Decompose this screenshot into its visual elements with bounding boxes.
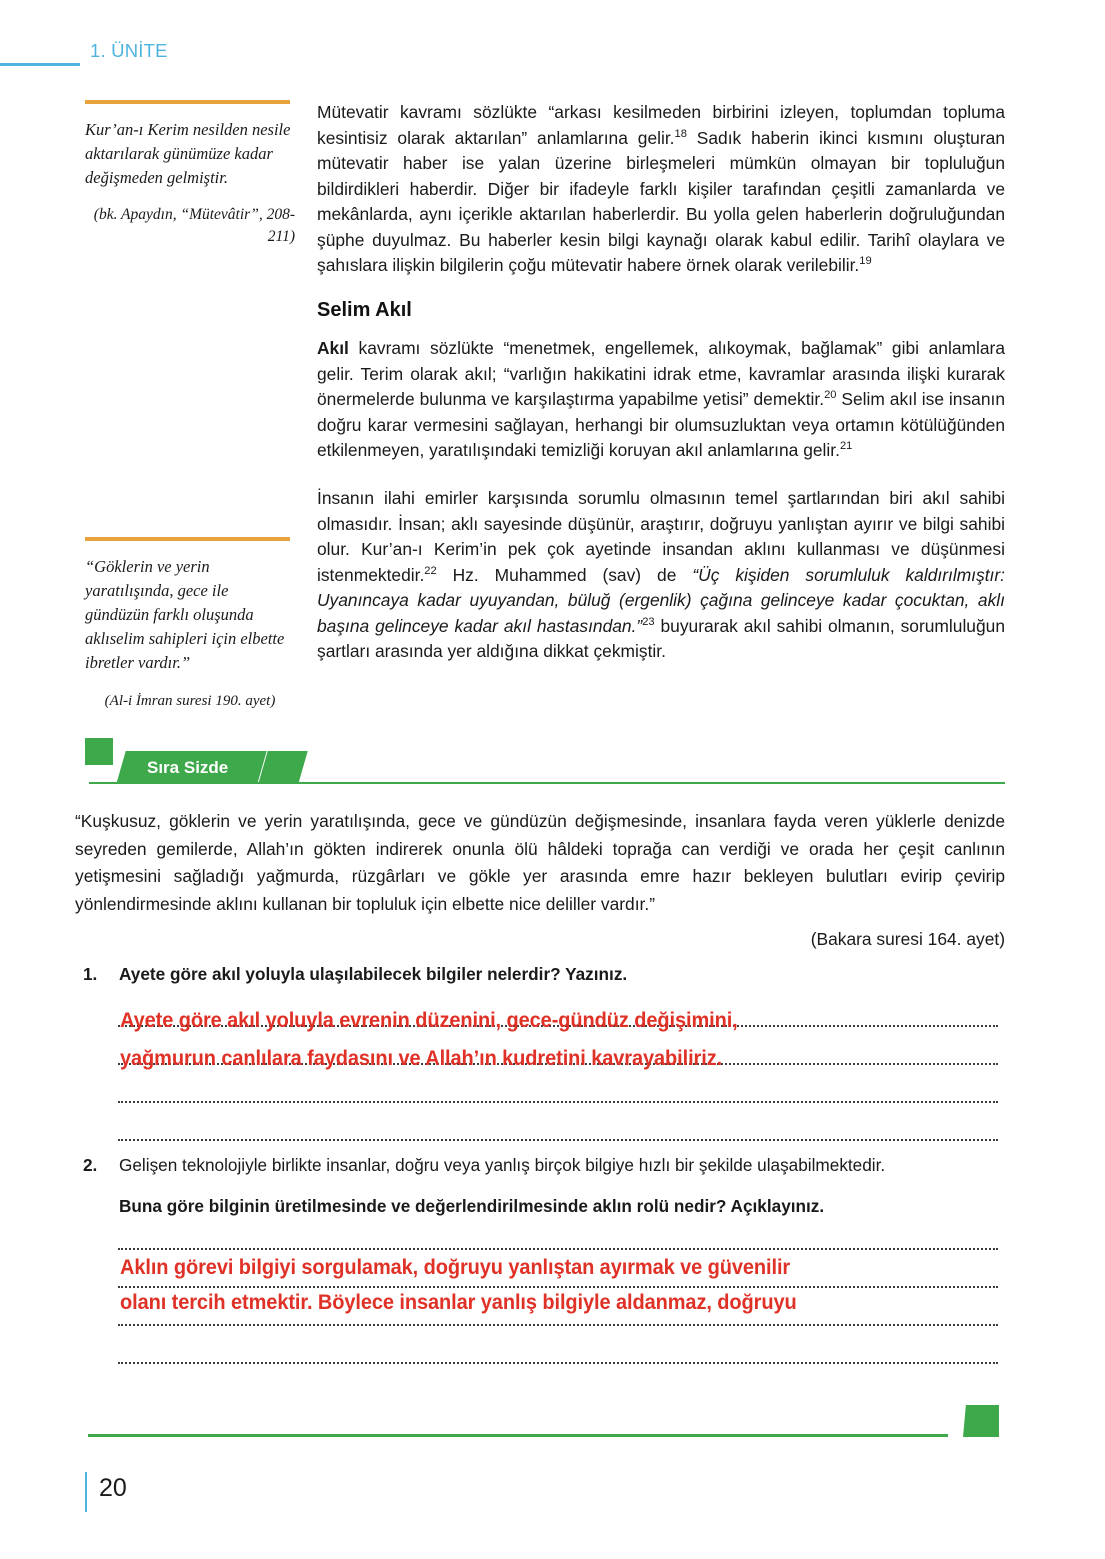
footer-rule [88,1434,948,1437]
question-2-number: 2. [83,1155,98,1175]
answer-2-handwriting-line-1: Aklın görevi bilgiyi sorgulamak, doğruyu yanlıştan ayırmak ve güvenilir [120,1255,791,1279]
paragraph-akil [317,336,1005,464]
paragraph-mutevatir [317,100,1005,279]
page-header [0,40,1105,74]
footnote-marker-19: 19 [859,255,872,268]
banner-tail-accent [258,751,307,784]
ayet-source: (Bakara suresi 164. ayet) [810,929,1005,949]
para3-text-b: Hz. Muhammed (sav) de [436,564,693,585]
footnote-marker-18: 18 [674,127,687,140]
page-number: 20 [99,1474,127,1502]
answer-1-handwriting-line-1: Ayete göre akıl yoluyla evrenin düzenini, gece-gündüz değişimini, [120,1008,738,1032]
footnote-marker-21: 21 [839,440,853,453]
question-1-number: 1. [83,964,98,984]
sidebar-quote-2-source: (Al-i İmran suresi 190. ayet) [104,692,276,709]
answer-2-line-1[interactable] [118,1248,998,1250]
para1-text-a: Mütevatir kavramı sözlükte “arkası kesilmeden birbirini izleyen, toplumdan topluma kesintisiz olarak aktarılan” anlamlarına gelir. [317,102,1005,148]
answer-line-4[interactable] [118,1139,998,1141]
footnote-marker-23: 23 [642,616,655,629]
body-column [317,100,1005,678]
unit-label: 1. ÜNİTE [90,40,168,61]
para1-text-b: Sadık haberin ikinci kısmını oluşturan mütevatir haber ise yalan üzerine birleşmeleri mümkün olmayan bir topluluğun bildirdikleri haberdir. Diğer bir ifadeyle farklı kişiler tarafından çeşitli zamanlarda ve mekânlarda, aynı içerikle aktarılan haberlerdir. Bu yolla gelen haberlerin doğruluğundan şüphe duyulmaz. Bu haberler kesin bilgi kaynağı olarak kabul edilir. Tarihî olaylara ve şahıslara ilişkin bilgilerin çoğu mütevatir habere örnek olarak verilebilir. [317,127,1005,276]
para3-text-c: buyurarak akıl sahibi olmanın, sorumluluğun şartları arasında yer aldığına dikkat çekmiştir. [317,615,1005,662]
para3-hadith-quote: “Üç kişiden sorumluluk kaldırılmıştır: Uyanıncaya kadar uyuyandan, büluğ (ergenlik) çağına gelinceye kadar çocuktan, aklı başına gelinceye kadar akıl hastasından.” [317,564,1005,636]
ayet-text: “Kuşkusuz, göklerin ve yerin yaratılışında, gece ve gündüzün değişmesinde, insanlara fayda veren yüklerle denizde seyreden gemilerde, Allah’ın gökten indirerek onunla ölü hâldeki toprağa can verdiği ve orada her çeşit canlının yetişmesini sağladığı yağmurda, rüzgârları ve gökle yer arasında emre hazır bekleyen bulutları evirip çevirip yönlendirmesinde aklını kullanan bir topluluk için elbette nice deliller vardır.” [75,811,1005,914]
sira-sizde-banner [85,738,1005,786]
answer-2-line-4[interactable] [118,1362,998,1364]
question-1 [75,962,1005,987]
footer-corner-accent [963,1405,999,1437]
answer-line-3[interactable] [118,1101,998,1103]
page-number-bar [85,1472,87,1512]
sidebar-quote-1-source: (bk. Apaydın, “Mütevâtir”, 208-211) [93,205,295,246]
answer-1-handwriting-line-2: yağmurun canlılara faydasını ve Allah’ın kudretini kavrayabiliriz. [120,1046,723,1070]
sidebar-quote-1-text: Kur’an-ı Kerim nesilden nesile aktarılarak günümüze kadar değişmeden gelmiştir. [85,120,291,187]
sidebar-quote-2-text: “Göklerin ve yerin yaratılışında, gece ile gündüzün farklı oluşunda aklıselim sahipleri için elbette ibretler vardır.” [85,557,285,672]
main-content [85,100,1005,678]
ayet-quote-block [75,808,1005,954]
banner-underline [89,782,1005,784]
para2-bold-lead: Akıl [317,338,349,359]
footnote-marker-20: 20 [824,389,837,402]
answer-2-line-2[interactable] [118,1286,998,1288]
para3-text-a: İnsanın ilahi emirler karşısında sorumlu olmasının temel şartlarından biri akıl sahibi olmasıdır. İnsan; aklı sayesinde düşünür, araştırır, doğruyu yanlıştan ayırır ve bilgi sahibi olur. Kur’an-ı Kerim’in pek çok ayetinde insandan aklını kullanması ve düşünmesi istenmektedir. [317,487,1005,585]
answer-2-handwriting-line-2: olanı tercih etmektir. Böylece insanlar yanlış bilgiyle aldanmaz, doğruyu [120,1290,797,1314]
question-1-text: Ayete göre akıl yoluyla ulaşılabilecek bilgiler nelerdir? Yazınız. [119,964,628,984]
banner-label: Sıra Sizde [147,758,229,777]
banner-square-accent [85,738,113,765]
question-2 [75,1153,1005,1219]
section-heading-selim-akil: Selim Akıl [317,299,412,322]
answer-2-line-3[interactable] [118,1324,998,1326]
banner-tag [116,751,267,784]
footnote-marker-22: 22 [424,564,437,577]
question-2-text: Gelişen teknolojiyle birlikte insanlar, doğru veya yanlış birçok bilgiye hızlı bir şekilde ulaşabilmektedir. [119,1155,886,1175]
question-2-subtext: Buna göre bilginin üretilmesinde ve değerlendirilmesinde aklın rolü nedir? Açıklayınız. [119,1195,825,1216]
header-rule [0,63,80,66]
para2-text-a: kavramı sözlükte “menetmek, engellemek, alıkoymak, bağlamak” gibi anlamlara gelir. Terim olarak akıl; “varlığın hakikatini idrak etme, kavramlar arasında ilişki kurarak önermelerde bulunma ve karşılaştırma yapabilme yetisi” demektir. [317,338,1005,410]
para2-text-b: Selim akıl ise insanın doğru karar vermesini sağlayan, herhangi bir olumsuzluktan veya ortamın kötülüğünden etkilenmeyen, yaratılışındaki temizliği koruyan akıl anlamlarına gelir. [317,389,1006,461]
paragraph-sorumluluk [317,486,1005,665]
